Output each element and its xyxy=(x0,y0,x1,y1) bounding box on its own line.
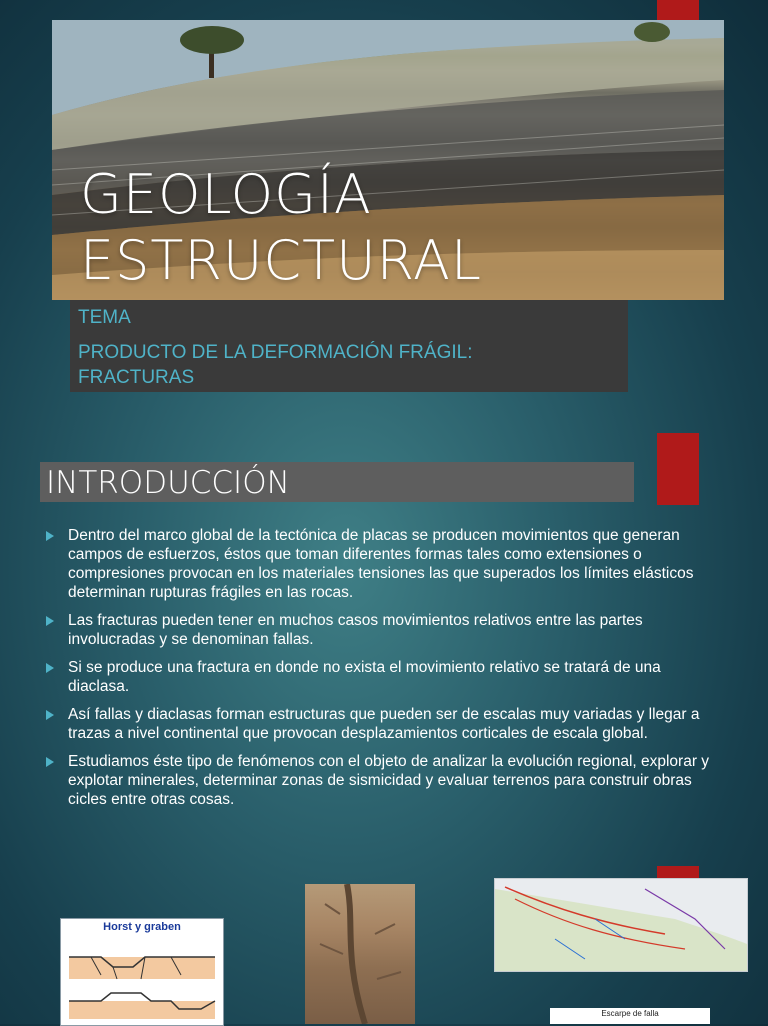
list-item xyxy=(46,658,726,696)
bullet-text: Las fracturas pueden tener en muchos casos movimientos relativos entre las partes involucradas y se denominan fallas. xyxy=(68,612,643,648)
red-tab-bottom xyxy=(657,866,699,878)
list-item xyxy=(46,526,726,602)
triangle-bullet-icon xyxy=(46,663,54,673)
horst-graben-diagram xyxy=(60,918,224,1026)
fault-map-image xyxy=(494,878,748,972)
bullet-text: Así fallas y diaclasas forman estructuras que pueden ser de escalas muy variadas y llegar a trazas a nivel continental que provocan desplazamientos corticales de escala global. xyxy=(68,706,700,742)
triangle-bullet-icon xyxy=(46,531,54,541)
fault-scarp-diagram xyxy=(550,1008,710,1024)
hero-rock-photo xyxy=(52,20,724,300)
triangle-bullet-icon xyxy=(46,710,54,720)
fault-aerial-photo xyxy=(305,884,415,1024)
section-heading-bar xyxy=(40,462,634,502)
subtitle-box xyxy=(70,300,628,392)
horst-graben-title: Horst y graben xyxy=(103,921,181,933)
topic-line1: PRODUCTO DE LA DEFORMACIÓN FRÁGIL: xyxy=(78,342,473,363)
slide-title-line2: ESTRUCTURAL xyxy=(80,229,482,292)
slide-title-line1: GEOLOGÍA xyxy=(80,163,372,226)
bullet-list xyxy=(46,526,726,818)
list-item xyxy=(46,752,726,809)
list-item xyxy=(46,611,726,649)
bullet-text: Si se produce una fractura en donde no exista el movimiento relativo se tratará de una diaclasa. xyxy=(68,659,661,695)
triangle-bullet-icon xyxy=(46,616,54,626)
fault-scarp-title: Escarpe de falla xyxy=(601,1009,659,1018)
bullet-text: Estudiamos éste tipo de fenómenos con el objeto de analizar la evolución regional, explorar y explotar minerales, determinar zonas de sismicidad y evaluar terrenos para construir obras cicles entre otras cosas. xyxy=(68,753,710,808)
horst-graben-illustration xyxy=(61,935,223,1025)
red-tab-middle xyxy=(657,433,699,505)
slide-title xyxy=(80,162,482,294)
bullet-text: Dentro del marco global de la tectónica de placas se producen movimientos que generan campos de esfuerzos, éstos que toman diferentes formas tales como extensiones o compresiones provocan en los materiales tensiones las que superados los límites elásticos determinan rupturas frágiles en las rocas. xyxy=(68,527,694,601)
fault-valley-image xyxy=(305,884,415,1024)
triangle-bullet-icon xyxy=(46,757,54,767)
topic-line2: FRACTURAS xyxy=(78,367,195,388)
red-tab-top xyxy=(657,0,699,20)
list-item xyxy=(46,705,726,743)
fault-map-illustration xyxy=(495,879,747,971)
section-heading: INTRODUCCIÓN xyxy=(46,465,290,501)
topic-label: TEMA xyxy=(78,307,131,328)
